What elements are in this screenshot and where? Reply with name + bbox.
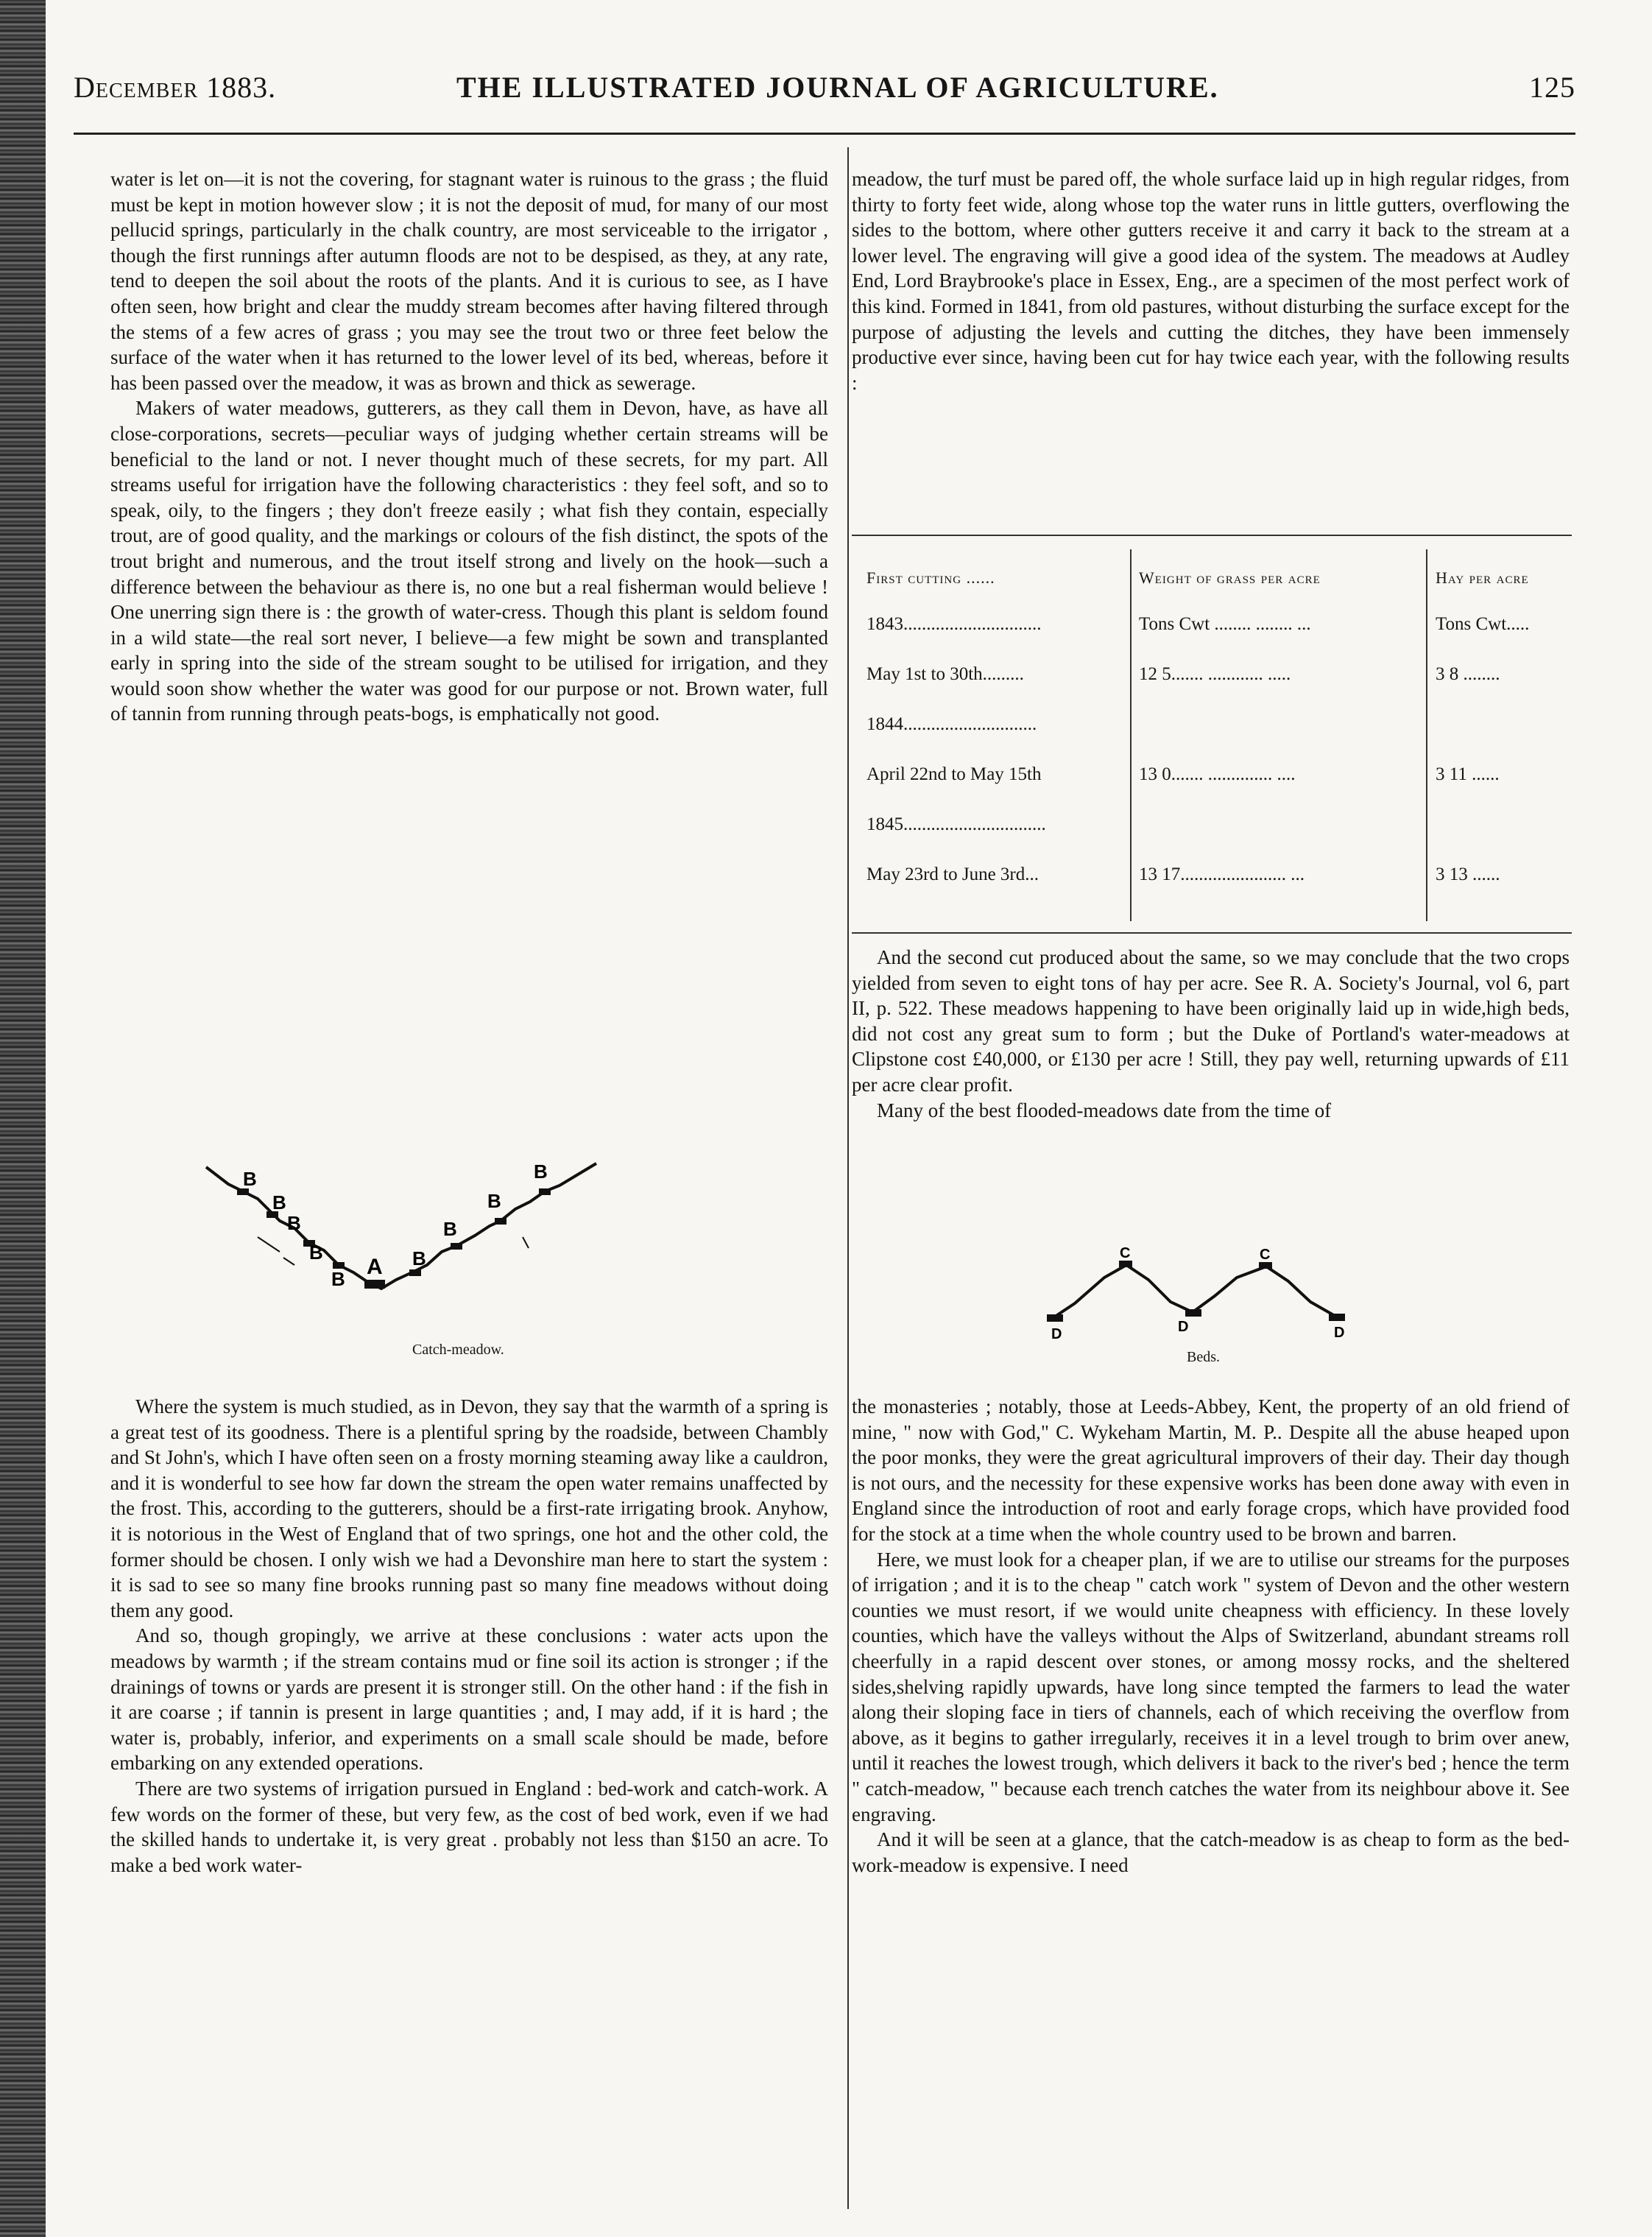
column-2-top: [852, 166, 1570, 395]
column-divider: [847, 147, 849, 2209]
beds-diagram: [1045, 1244, 1399, 1348]
table-cell: 3 13 ......: [1436, 864, 1500, 884]
hay-results-table: [852, 535, 1572, 932]
table-cell: 3 8 ........: [1436, 664, 1500, 684]
table-cell: 1843..............................: [866, 614, 1042, 634]
label-b: B: [287, 1212, 301, 1234]
table-cell: 13 17....................... ...: [1139, 864, 1305, 884]
paragraph: And so, though gropingly, we arrive at these conclusions : water acts upon the meadows by warmth ; if the stream contains mud or fine soil its action is stronger ; if the drainings of towns or yards are present it is stronger still. On the other hand : if the fish in it are coarse ; if tannin is present in large quantities ; and, I may add, if it is hard ; the water is, probably, inferior, and experiments on a small scale should be made, before embarking on any extended operations.: [110, 1624, 828, 1775]
table-column-rule: [1130, 549, 1132, 921]
label-b: B: [309, 1241, 323, 1264]
table-cell: Tons Cwt.....: [1436, 614, 1530, 634]
label-b: B: [487, 1190, 501, 1212]
figure-caption-catch-meadow: Catch-meadow.: [412, 1342, 504, 1358]
label-b: B: [243, 1168, 257, 1190]
table-header: Hay per acre: [1436, 568, 1529, 587]
paragraph: water is let on—it is not the covering, for stagnant water is ruinous to the grass ; the fluid must be kept in motion however slow ; it is not the deposit of mud, for many of our most pellucid springs, particularly in the chalk country, are most serviceable to the irrigator , though the first runnings after autumn floods are not to be despised, as they, at any rate, tend to deepen the soil about the roots of the plants. And it is curious to see, as I have often seen, how bright and clear the muddy stream becomes after having filtered through the stems of a few acres of grass ; you may see the trout two or three feet below the surface of the water when it has returned to the lower level of its bed, whereas, before it has been passed over the meadow, it was as brown and thick as sewerage.: [110, 168, 828, 394]
label-c: C: [1260, 1247, 1271, 1263]
paragraph: the monasteries ; notably, those at Leeds-Abbey, Kent, the property of an old friend of mine, " now with God," C. Wykeham Martin, M. P.. Despite all the abuse heaped upon the poor monks, they were the great agricultural improvers of their day. Their day though is not ours, and the necessity for these expensive works has been done away with even in England since the introduction of root and early forage crops, which have provided food for the stock at a time when the whole country used to be brown and barren.: [852, 1395, 1570, 1545]
page-header: [74, 70, 1575, 114]
header-rule: [74, 133, 1575, 135]
paragraph: Where the system is much studied, as in Devon, they say that the warmth of a spring is a great test of its goodness. There is a plentiful spring by the roadside, between Chambly and St John's, which I have often seen on a frosty morning steaming away like a cauldron, and it is wonderful to see how far down the stream the open water remains unaffected by the frost. This, according to the gutterers, should be a first-rate irrigating brook. Anyhow, it is notorious in the West of England that of two springs, one hot and the other cold, the former should be chosen. I only wish we had a Devonshire man here to start the system : it is sad to see so many fine brooks running past so many fine meadows without doing them any good.: [110, 1395, 828, 1621]
paragraph: meadow, the turf must be pared off, the whole surface laid up in high regular ridges, from thirty to forty feet wide, along whose top the water runs in little gutters, overflowing the sides to the bottom, where other gutters receive it and carry it back to the stream at a lower level. The engraving will give a good idea of the system. The meadows at Audley End, Lord Braybrooke's place in Essex, Eng., are a specimen of the most perfect work of this kind. Formed in 1841, from old pastures, without disturbing the surface except for the purpose of adjusting the levels and cutting the ditches, they have been immensely productive ever since, having been cut for hay twice each year, with the following results :: [852, 168, 1570, 394]
paragraph: There are two systems of irrigation pursued in England : bed-work and catch-work. A few words on the former of these, but very few, as the cost of bed work, even if we had the skilled hands to undertake it, is very great . probably not less than $150 an acre. To make a bed work water-: [110, 1777, 828, 1876]
label-d: D: [1334, 1325, 1345, 1341]
table-header: First cutting ......: [866, 568, 995, 587]
book-binding-edge: [0, 0, 46, 2237]
label-d: D: [1051, 1326, 1062, 1342]
table-column-rule: [1426, 549, 1427, 921]
table-cell: 1844.............................: [866, 714, 1037, 734]
table-cell: 3 11 ......: [1436, 764, 1500, 784]
paragraph: Makers of water meadows, gutterers, as they call them in Devon, have, as have all close-corporations, secrets—peculiar ways of judging whether certain streams will be beneficial to the land or not. I never thought much of these secrets, for my part. All streams useful for irrigation have the following characteristics : they feel soft, and so to speak, oily, to the fingers ; they don't freeze easily ; what fish they contain, especially trout, are of good quality, and the markings or colours of the fish distinct, the spots of the trout bright and numerous, and the trout itself strong and lively on the hook—such a difference between the behaviour as there is, no one but a real fisherman would believe ! One unerring sign there is : the growth of water-cress. Though this plant is seldom found in a wild state—the real sort never, I believe—a few might be sown and transplanted early in spring into the side of the stream sought to be utilised for irrigation, and they would soon show whether the water was good for our purpose or not. Brown water, full of tannin from running through peats-bogs, is emphatically not good.: [110, 397, 828, 725]
table-cell: May 23rd to June 3rd...: [866, 864, 1039, 884]
label-b: B: [272, 1191, 286, 1213]
paragraph: And it will be seen at a glance, that the catch-meadow is as cheap to form as the bed-work-meadow is expensive. I need: [852, 1828, 1570, 1876]
column-2-middle: [852, 945, 1570, 1123]
label-d: D: [1178, 1319, 1189, 1335]
figure-caption-beds: Beds.: [1187, 1349, 1220, 1365]
header-date: December 1883.: [74, 71, 277, 104]
table-cell: May 1st to 30th.........: [866, 664, 1024, 684]
label-b: B: [534, 1160, 548, 1183]
paragraph: Here, we must look for a cheaper plan, if we are to utilise our streams for the purposes of irrigation ; and it is to the cheap " catch work " system of Devon and the other western counties we must resort, if we would unite cheapness with efficiency. In these lovely counties, which have the valleys without the Alps of Switzerland, abundant streams roll cheerfully in a rapid descent over stones, or among mossy rocks, and the sheltered sides,shelving rapidly upwards, have long since tempted the farmers to lead the water along their sloping face in tiers of channels, each of which receiving the overflow from above, as it begins to gather irregularly, receives it in a level trough to brim over anew, until it reaches the lowest trough, which delivers it back to the river's bed ; hence the term " catch-meadow, " because each trench catches the water from its neighbour above it. See engraving.: [852, 1548, 1570, 1825]
table-cell: 1845...............................: [866, 814, 1046, 834]
label-b: B: [443, 1218, 457, 1240]
column-1-top: [110, 166, 828, 727]
label-b: B: [412, 1247, 426, 1269]
label-a: A: [367, 1255, 383, 1279]
table-cell: 13 0....... .............. ....: [1139, 764, 1296, 784]
label-c: C: [1120, 1245, 1131, 1261]
column-1-bottom: [110, 1394, 828, 1878]
label-b: B: [331, 1268, 345, 1290]
column-2-bottom: [852, 1394, 1570, 1878]
table-cell: 12 5....... ............ .....: [1139, 664, 1291, 684]
page-number: 125: [1529, 71, 1575, 104]
table-rule-bottom: [852, 932, 1572, 934]
table-cell: Tons Cwt ........ ........ ...: [1139, 614, 1311, 634]
journal-title: THE ILLUSTRATED JOURNAL OF AGRICULTURE.: [456, 71, 1219, 104]
table-rule-top: [852, 535, 1572, 536]
paragraph: Many of the best flooded-meadows date from the time of: [877, 1099, 1332, 1121]
paragraph: And the second cut produced about the same, so we may conclude that the two crops yielded from seven to eight tons of hay per acre. See R. A. Society's Journal, vol 6, part II, p. 522. These meadows happening to have been originally laid up in wide,high beds, did not cost any great sum to form ; but the Duke of Portland's water-meadows at Clipstone cost £40,000, or £130 per acre ! Still, they pay well, returning upwards of £11 per acre clear profit.: [852, 946, 1570, 1096]
table-header: Weight of grass per acre: [1139, 568, 1321, 587]
table-cell: April 22nd to May 15th: [866, 764, 1042, 784]
